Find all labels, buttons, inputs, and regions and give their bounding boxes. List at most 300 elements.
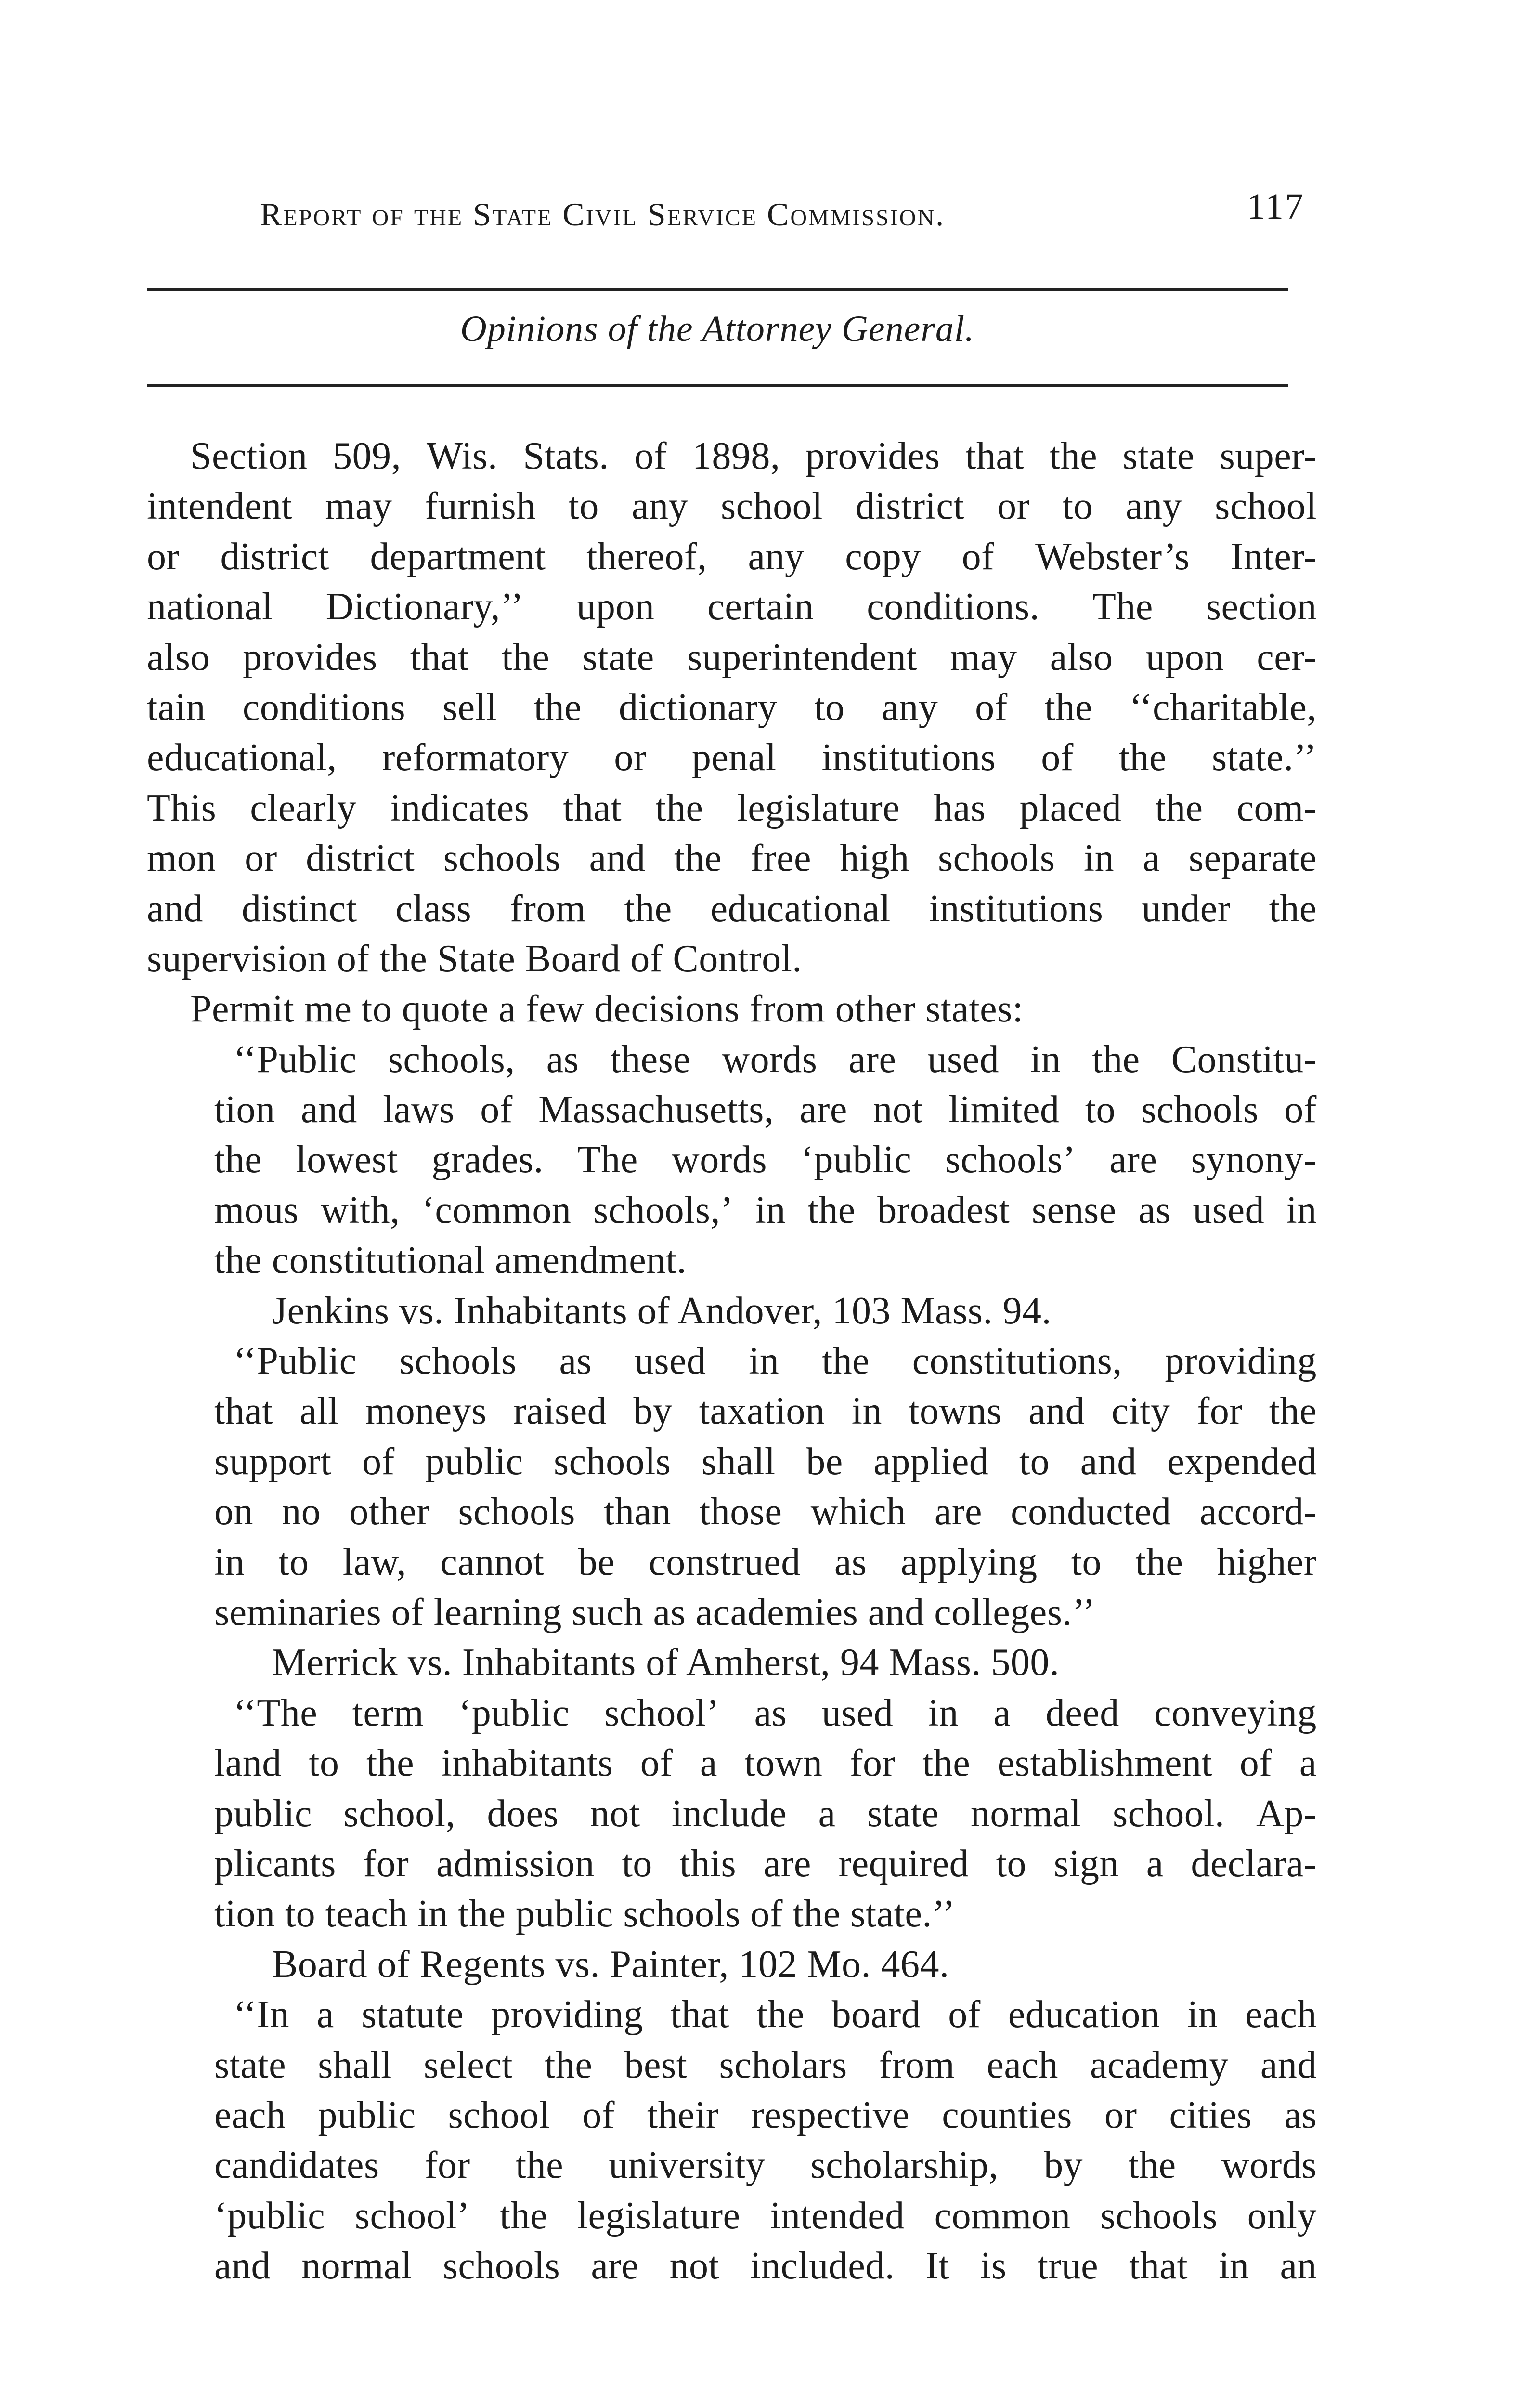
text-line [147,481,1317,531]
word: The [1092,586,1153,628]
line-text: Board of Regents vs. Painter, 102 Mo. 464. [272,1943,949,1986]
word: institutions [821,736,996,779]
word: intended [770,2194,905,2237]
word: has [934,786,986,829]
word: conditions [242,686,406,729]
text-line [147,733,1317,783]
word: broadest [877,1189,1010,1231]
text-line [147,682,1317,733]
word: shall [318,2043,392,2086]
word: the [821,1340,870,1383]
word: tain [147,686,206,729]
word: are [799,1088,847,1131]
word: The [577,1139,638,1181]
word: the [807,1189,856,1231]
word: school [720,485,823,528]
word: be [806,1440,843,1483]
word: district [855,485,965,528]
word: true [1037,2245,1099,2288]
word: of [634,435,667,477]
word: It [925,2245,950,2288]
word: the [1128,2144,1176,2187]
word: mous [214,1189,299,1231]
text-line [147,632,1317,682]
word: to [622,1842,652,1885]
word: term [352,1691,424,1734]
line-text: Jenkins vs. Inhabitants of Andover, 103 Mass. 94. [272,1289,1052,1332]
word: in [1219,2245,1249,2288]
word: of [975,686,1008,729]
text-line [147,1286,1317,1336]
word: other [349,1491,430,1533]
line-text: Permit me to quote a few decisions from other states: [190,988,1024,1031]
word: that [563,786,622,829]
word: used [927,1038,1000,1081]
word: com- [1236,786,1317,829]
word: providing [491,1993,643,2036]
word: only [1247,2194,1317,2237]
word: scholarship, [810,2144,999,2187]
word: by [633,1390,673,1433]
word: all [299,1390,339,1433]
page-number: 117 [1247,186,1305,227]
word: to [814,686,845,729]
word: town [744,1742,823,1785]
word: to [996,1842,1027,1885]
word: as [834,1541,867,1584]
word: Dictionary,’’ [325,586,524,628]
word: words [1221,2144,1317,2187]
word: public [425,1440,523,1483]
line-text: the constitutional amendment. [214,1239,687,1282]
word: candidates [214,2144,379,2187]
word: state [214,2043,286,2086]
text-line [147,1386,1317,1436]
word: the [655,786,703,829]
text-line [147,1637,1317,1688]
word: each [1245,1993,1317,2036]
word: educational [710,887,891,930]
word: school’ [354,2194,470,2237]
word: to [309,1742,339,1785]
word: schools [443,837,561,880]
text-line [147,1336,1317,1386]
word: not [873,1088,923,1131]
text-line [147,532,1317,582]
word: are [934,1491,982,1533]
word: board [831,1993,921,2036]
word: best [624,2043,688,2086]
word: to [1085,1088,1116,1131]
word: may [325,485,392,528]
word: schools [442,2245,560,2288]
word: ‘‘In [234,1993,289,2036]
word: applied [873,1440,989,1483]
word: from [510,887,586,930]
word: the [1155,786,1203,829]
word: limited [948,1088,1060,1131]
word: providing [1165,1340,1317,1383]
word: plicants [214,1842,336,1885]
word: the [674,837,722,880]
word: that [670,1993,729,2036]
word: words [671,1139,767,1181]
word: for [849,1742,896,1785]
word: common [934,2194,1071,2237]
word: than [604,1491,671,1533]
word: the [922,1742,971,1785]
word: ‘public [801,1139,912,1181]
word: Inter- [1230,535,1317,578]
word: furnish [425,485,536,528]
word: in [928,1691,959,1734]
word: deed [1045,1691,1119,1734]
word: admission [436,1842,595,1885]
word: ‘‘The [234,1691,318,1734]
word: for [1196,1390,1243,1433]
word: provides [243,636,377,679]
word: taxation [699,1390,825,1433]
word: constitutions, [912,1340,1122,1383]
word: a [1143,837,1160,880]
word: any [882,686,938,729]
word: This [147,786,217,829]
word: school’ [604,1691,720,1734]
word: for [363,1842,409,1885]
word: in [1030,1038,1061,1081]
word: not [669,2245,720,2288]
word: statute [361,1993,464,2036]
word: public [214,1792,312,1835]
word: any [631,485,688,528]
word: lowest [296,1139,398,1181]
word: legislature [577,2194,741,2237]
text-line [147,1688,1317,1738]
word: cannot [440,1541,545,1584]
word: scholars [719,2043,847,2086]
text-line [147,1185,1317,1235]
word: normal [301,2245,412,2288]
word: indicates [390,786,530,829]
word: of [1284,1088,1317,1131]
word: of [961,535,995,578]
word: Constitu- [1171,1038,1317,1081]
word: dictionary [619,686,778,729]
word: also [1050,636,1113,679]
word: be [578,1541,615,1584]
word: the [515,2144,564,2187]
word: ‘‘charitable, [1129,686,1317,729]
word: the [366,1742,415,1785]
word: a [993,1691,1011,1734]
word: that [965,435,1025,477]
word: copy [845,535,921,578]
word: to [278,1541,309,1584]
word: district [306,837,415,880]
word: select [423,2043,513,2086]
word: the [499,2194,547,2237]
word: used [1193,1189,1265,1231]
word: thereof, [586,535,707,578]
word: schools [1141,1088,1259,1131]
text-line [147,1939,1317,1989]
word: establishment [997,1742,1213,1785]
body-text [147,431,1317,2291]
word: high [840,837,909,880]
word: by [1044,2144,1083,2187]
word: or [614,736,647,779]
line-text: seminaries of learning such as academies and colleges.’’ [214,1591,1096,1634]
word: super- [1220,435,1317,477]
word: applying [900,1541,1038,1584]
word: education [1008,1993,1160,2036]
word: a [700,1742,717,1785]
running-head [260,182,1363,240]
word: state.’’ [1212,736,1317,779]
word: of [1041,736,1074,779]
word: a [1146,1842,1164,1885]
line-text: tion to teach in the public schools of the state.’’ [214,1893,956,1936]
word: as [559,1340,592,1383]
text-line [147,1085,1317,1135]
word: that [214,1390,273,1433]
word: moneys [365,1390,487,1433]
word: and [1028,1390,1085,1433]
word: synony- [1191,1139,1317,1181]
word: any [748,535,805,578]
section-heading: Opinions of the Attorney General. [460,309,975,349]
word: upon [576,586,655,628]
word: public [318,2094,416,2136]
word: schools,’ [593,1189,734,1231]
word: school, [343,1792,455,1835]
word: is [980,2245,1007,2288]
word: the [533,686,582,729]
text-line [147,1487,1317,1537]
word: district [220,535,329,578]
word: may [950,636,1017,679]
word: schools [1100,2194,1218,2237]
line-text: Merrick vs. Inhabitants of Amherst, 94 Mass. 500. [272,1641,1060,1684]
word: those [700,1491,782,1533]
word: free [750,837,811,880]
word: land [214,1742,282,1785]
word: or [997,485,1030,528]
word: and [1260,2043,1317,2086]
word: accord- [1199,1491,1317,1533]
word: this [679,1842,737,1885]
word: Wis. [426,435,498,477]
word: section [1206,586,1317,628]
word: academy [1090,2043,1229,2086]
word: cities [1169,2094,1252,2136]
word: 1898, [692,435,780,477]
word: city [1111,1390,1170,1433]
word: which [810,1491,906,1533]
word: schools [553,1440,671,1483]
word: and [1080,1440,1137,1483]
text-line [147,1537,1317,1587]
word: Section [190,435,308,477]
word: university [609,2144,766,2187]
word: of [640,1742,673,1785]
word: as [1284,2094,1317,2136]
word: counties [942,2094,1072,2136]
word: words [722,1038,818,1081]
text-line [147,833,1317,883]
text-line [147,934,1317,984]
text-line [147,1587,1317,1637]
word: include [672,1792,787,1835]
word: a [1299,1742,1317,1785]
word: grades. [431,1139,544,1181]
word: each [214,2094,286,2136]
word: that [1129,2245,1188,2288]
word: ‘‘Public [234,1038,357,1081]
word: declara- [1191,1842,1317,1885]
word: raised [513,1390,607,1433]
word: sell [442,686,497,729]
word: and [147,887,204,930]
word: for [424,2144,470,2187]
word: of [480,1088,513,1131]
word: school [448,2094,550,2136]
word: are [591,2245,639,2288]
word: used [821,1691,894,1734]
word: higher [1217,1541,1317,1584]
word: the [1269,1390,1317,1433]
word: separate [1188,837,1317,880]
word: provides [805,435,940,477]
top-rule [147,288,1288,291]
word: are [848,1038,896,1081]
word: are [763,1842,811,1885]
word: penal [691,736,777,779]
word: as [1138,1189,1171,1231]
word: as [546,1038,579,1081]
word: schools [399,1340,517,1383]
word: ‘public [458,1691,570,1734]
text-line [147,1789,1317,1839]
word: or [147,535,180,578]
text-line [147,1889,1317,1939]
word: to [568,485,599,528]
word: schools, [388,1038,515,1081]
word: superintendent [687,636,918,679]
word: included. [750,2245,895,2288]
word: Webster’s [1035,535,1190,578]
word: to [1062,485,1093,528]
word: of [948,1993,981,2036]
text-line [147,884,1317,934]
word: school [1215,485,1317,528]
word: upon [1145,636,1224,679]
word: state [1122,435,1195,477]
word: from [879,2043,955,2086]
word: certain [707,586,814,628]
word: institutions [929,887,1104,930]
word: sign [1053,1842,1119,1885]
word: the [1092,1038,1140,1081]
word: tion [214,1088,275,1131]
word: reformatory [382,736,569,779]
word: cer- [1257,636,1317,679]
word: in [1083,837,1115,880]
word: schools [458,1491,575,1533]
word: legislature [737,786,900,829]
text-line [147,1235,1317,1285]
text-line [147,2090,1317,2140]
word: each [987,2043,1058,2086]
word: of [1239,1742,1273,1785]
word: distinct [241,887,357,930]
line-text: supervision of the State Board of Control. [147,937,802,980]
word: the [1049,435,1098,477]
text-line [147,1989,1317,2040]
text-line [147,1135,1317,1185]
word: ‘common [422,1189,572,1231]
word: in [1187,1993,1218,2036]
word: the [624,887,672,930]
text-line [147,1839,1317,1889]
word: the [545,2043,593,2086]
word: and [589,837,646,880]
word: law, [342,1541,407,1584]
word: educational, [147,736,337,779]
word: the [502,636,550,679]
word: Ap- [1256,1792,1317,1835]
word: inhabitants [441,1742,613,1785]
word: their [647,2094,719,2136]
word: normal [970,1792,1081,1835]
word: the [1044,686,1092,729]
text-line [147,431,1317,481]
word: schools’ [945,1139,1076,1181]
word: construed [649,1541,801,1584]
word: in [749,1340,779,1383]
word: ‘public [214,2194,325,2237]
bottom-rule [147,384,1288,387]
word: national [147,586,273,628]
word: respective [751,2094,910,2136]
word: and [300,1088,357,1131]
word: of [362,1440,395,1483]
word: used [634,1340,706,1383]
text-line [147,1738,1317,1788]
word: sense [1031,1189,1117,1231]
text-line [147,984,1317,1034]
word: in [1286,1189,1317,1231]
text-line [147,2241,1317,2291]
word: a [316,1993,334,2036]
word: the [1135,1541,1183,1584]
word: to [1019,1440,1050,1483]
word: school. [1113,1792,1225,1835]
word: mon [147,837,216,880]
text-line [147,2191,1317,2241]
word: the [1269,887,1317,930]
word: does [487,1792,559,1835]
word: a [818,1792,836,1835]
word: intendent [147,485,293,528]
word: laws [383,1088,455,1131]
word: of [582,2094,615,2136]
word: on [214,1491,253,1533]
word: clearly [250,786,357,829]
word: or [245,837,277,880]
word: conveying [1154,1691,1317,1734]
word: the [1118,736,1167,779]
